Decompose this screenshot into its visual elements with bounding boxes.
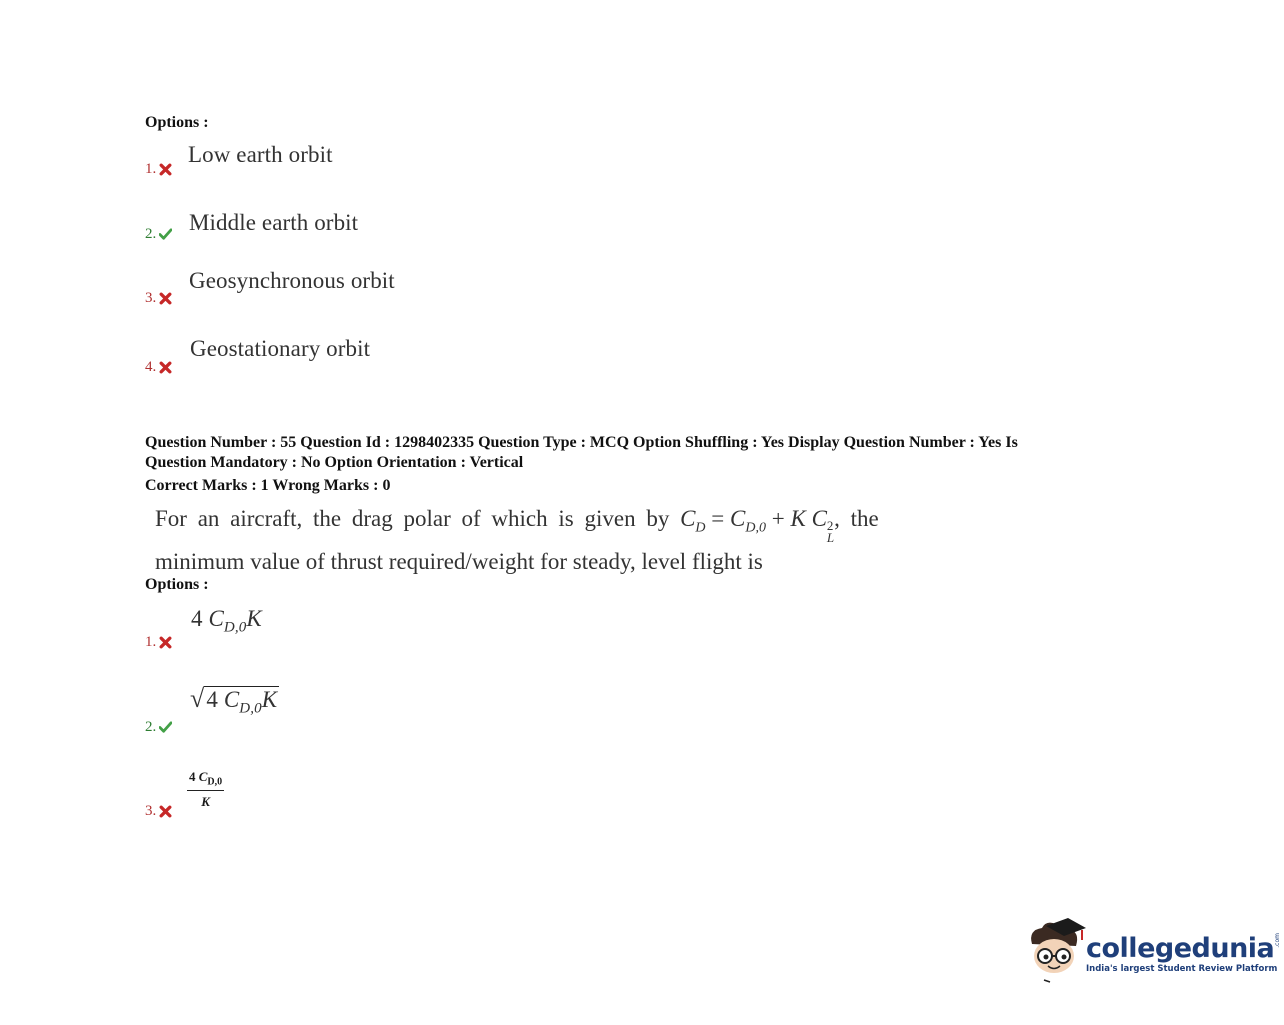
options-heading: Options :: [145, 114, 209, 131]
option-formula: [187, 768, 224, 810]
wrong-icon: [159, 292, 172, 305]
wrong-icon: [159, 805, 172, 818]
option-formula: [190, 686, 279, 718]
stem-line: For an aircraft, the drag polar of which is given by $C_D = C_{D,0} + K$ C 2 L , the: [155, 506, 879, 545]
option-number: 4.: [145, 359, 172, 376]
brand-name: collegedunia: [1086, 932, 1275, 964]
formula: $C_D = C_{D,0} + K$ C 2 L: [680, 506, 835, 545]
brand-tagline: India's largest Student Review Platform: [1086, 963, 1278, 974]
option-text: Geostationary orbit: [190, 336, 371, 361]
question-meta-line: Question Number : 55 Question Id : 1298402335 Question Type : MCQ Option Shuffling : Yes Display Question Number : Yes Is: [145, 434, 1018, 451]
option-number: 2.: [145, 226, 172, 243]
option-text: Low earth orbit: [188, 142, 333, 167]
wrong-icon: [159, 636, 172, 649]
option-number: 3.: [145, 803, 172, 820]
stem-line: minimum value of thrust required/weight for steady, level flight is: [155, 548, 763, 574]
fraction: $\frac{4 C_{D,0}}{K}$: [189, 769, 223, 809]
option-number: 1.: [145, 161, 172, 178]
option-text: Middle earth orbit: [189, 210, 359, 235]
check-icon: [159, 228, 172, 241]
options-heading: Options :: [145, 576, 209, 593]
question-stem: [155, 502, 955, 578]
mascot-icon: [1024, 918, 1086, 988]
marks-line: Correct Marks : 1 Wrong Marks : 0: [145, 477, 391, 494]
collegedunia-logo: [1024, 918, 1281, 988]
option-number: 1.: [145, 634, 172, 651]
sqrt-symbol: √ 4 $C_{D,0}K$: [190, 684, 278, 717]
question-meta: [145, 433, 1145, 473]
wrong-icon: [159, 361, 172, 374]
brand-domain: .com: [1274, 932, 1282, 948]
option-number: 3.: [145, 290, 172, 307]
option-text: Geosynchronous orbit: [189, 268, 395, 293]
question-meta-line: Question Mandatory : No Option Orientation : Vertical: [145, 454, 524, 471]
option-number: 2.: [145, 719, 172, 736]
option-formula: 4 $C_{D,0}K$: [191, 606, 262, 636]
wrong-icon: [159, 163, 172, 176]
check-icon: [159, 721, 172, 734]
